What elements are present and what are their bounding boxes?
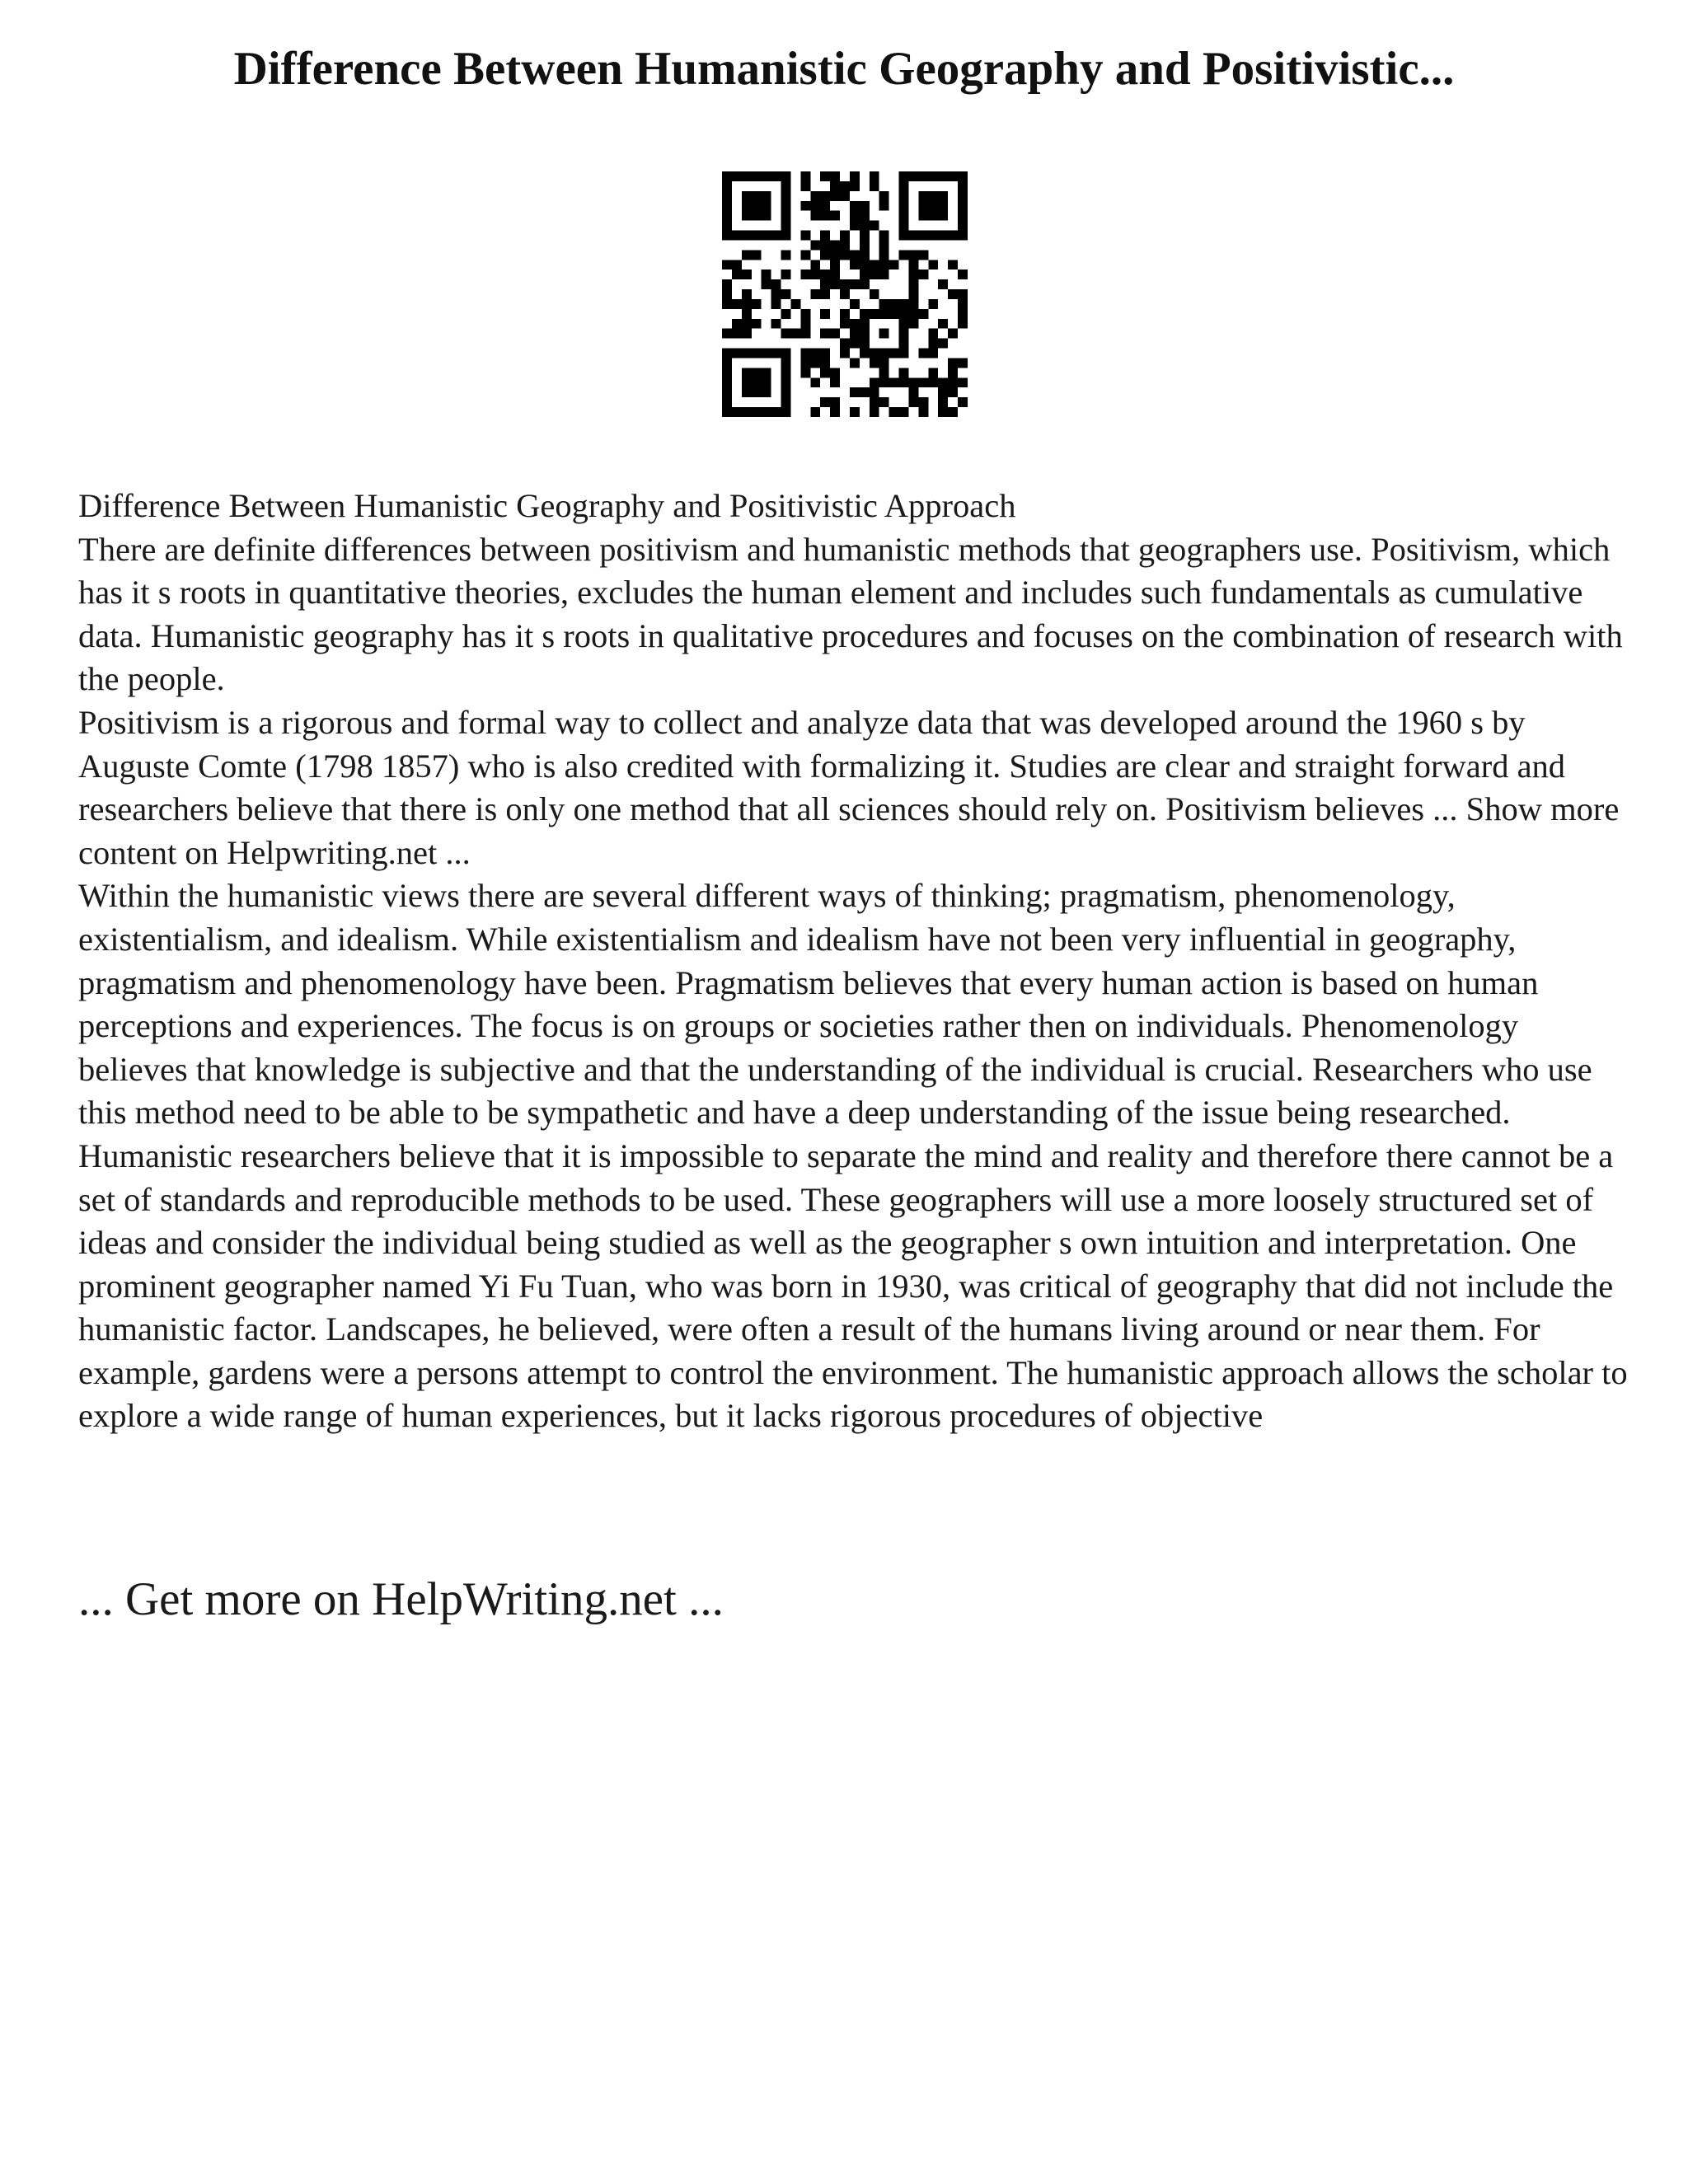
article-paragraph: There are definite differences between positivism and humanistic methods that geographers use. Positivism, which has it s roots in quantitative theories, excludes the human element and includes such fundamentals as cumulative data. Humanistic geography has it s roots in qualitative procedures and focuses on the combination of research with the people. <box>78 530 1623 698</box>
article-body <box>78 485 1628 1438</box>
article-heading: Difference Between Humanistic Geography and Positivistic Approach <box>78 487 1016 524</box>
document-title: Difference Between Humanistic Geography and Positivistic... <box>233 43 1455 95</box>
article-paragraph: Within the humanistic views there are several different ways of thinking; pragmatism, phenomenology, existentialism, and idealism. While existentialism and idealism have not been very influential in geography, pragmatism and phenomenology have been. Pragmatism believes that every human action is based on human perceptions and experiences. The focus is on groups or societies rather then on individuals. Phenomenology believes that knowledge is subjective and that the understanding of the individual is crucial. Researchers who use this method need to be able to be sympathetic and have a deep understanding of the issue being researched. Humanistic researchers believe that it is impossible to separate the mind and reality and therefore there cannot be a set of standards and reproducible methods to be used. These geographers will use a more loosely structured set of ideas and consider the individual being studied as well as the geographer s own intuition and interpretation. One prominent geographer named Yi Fu Tuan, who was born in 1930, was critical of geography that did not include the humanistic factor. Landscapes, he believed, were often a result of the humans living around or near them. For example, gardens were a persons attempt to control the environment. The humanistic approach allows the scholar to explore a wide range of human experiences, but it lacks rigorous procedures of objective <box>78 877 1628 1435</box>
article-paragraph: Positivism is a rigorous and formal way to collect and analyze data that was developed around the 1960 s by Auguste Comte (1798 1857) who is also credited with formalizing it. Studies are clear and straight forward and researchers believe that there is only one method that all sciences should rely on. Positivism believes ... Show more content on Helpwriting.net ... <box>78 703 1620 871</box>
qr-code-icon <box>722 171 968 417</box>
get-more-link[interactable]: ... Get more on HelpWriting.net ... <box>78 1573 724 1625</box>
